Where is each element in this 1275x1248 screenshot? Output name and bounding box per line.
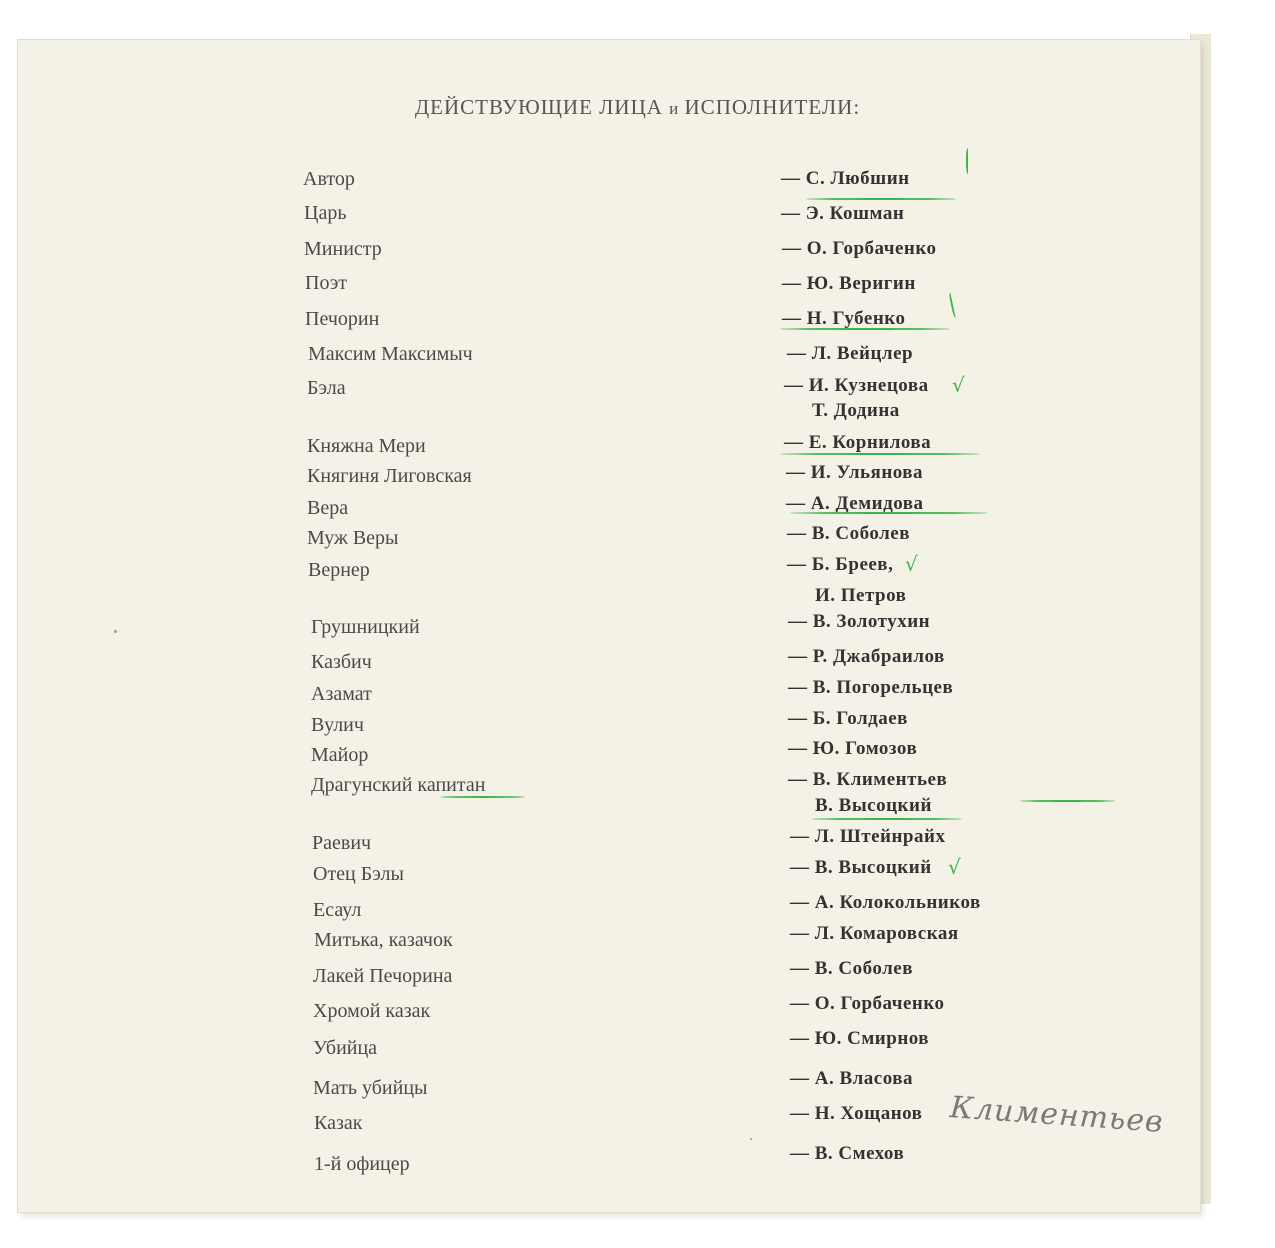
paper-speck	[114, 630, 117, 633]
cast-actor-alternate: В. Высоцкий	[815, 795, 932, 816]
green-underline	[1020, 800, 1115, 802]
cast-role: Максим Максимыч	[308, 343, 473, 365]
cast-role: Поэт	[305, 272, 348, 294]
cast-actor: — Б. Бреев,	[787, 554, 894, 575]
cast-role: Майор	[311, 744, 369, 766]
cast-role: Вулич	[311, 714, 364, 736]
cast-actor: — А. Демидова	[786, 493, 924, 514]
cast-actor: — Н. Хощанов	[790, 1103, 923, 1124]
cast-actor: — В. Соболев	[787, 523, 910, 544]
cast-actor: — В. Высоцкий	[790, 857, 932, 878]
cast-actor: — Р. Джабраилов	[788, 646, 945, 667]
cast-actor: — Л. Штейнрайх	[790, 826, 946, 847]
cast-actor: — В. Соболев	[790, 958, 913, 979]
cast-role: Муж Веры	[307, 527, 399, 549]
cast-actor: — В. Климентьев	[788, 769, 948, 790]
green-underline	[780, 328, 950, 330]
cast-actor: — О. Горбаченко	[790, 993, 945, 1014]
cast-actor: — А. Власова	[790, 1068, 914, 1089]
title-part-1: ДЕЙСТВУЮЩИЕ ЛИЦА	[414, 95, 670, 119]
green-underline	[812, 818, 962, 820]
cast-actor: — Л. Комаровская	[790, 923, 959, 944]
cast-role: Мать убийцы	[313, 1077, 428, 1099]
cast-actor: — Б. Голдаев	[788, 708, 908, 729]
cast-role: Убийца	[313, 1037, 378, 1059]
cast-role: Раевич	[312, 832, 372, 854]
cast-role: Есаул	[313, 899, 362, 921]
page-title	[0, 95, 1275, 120]
cast-role: Вернер	[308, 559, 370, 581]
cast-role: Казак	[314, 1112, 363, 1134]
paper-sheet	[18, 40, 1200, 1212]
paper-speck	[750, 1138, 752, 1140]
cast-actor: — И. Ульянова	[786, 462, 924, 483]
cast-actor: — В. Смехов	[790, 1143, 905, 1164]
cast-actor: — В. Золотухин	[788, 611, 931, 632]
cast-role: Отец Бэлы	[313, 863, 404, 885]
cast-role: Хромой казак	[313, 1000, 431, 1022]
cast-actor: — И. Кузнецова	[784, 375, 929, 396]
green-check-mark: √	[905, 552, 918, 576]
cast-role: Министр	[304, 238, 382, 260]
cast-actor: — С. Любшин	[781, 168, 910, 189]
cast-actor: — Ю. Веригин	[782, 273, 916, 294]
handwritten-note: Климентьев	[948, 1090, 1165, 1140]
cast-actor: — Н. Губенко	[782, 308, 906, 329]
cast-role: Казбич	[311, 651, 372, 673]
cast-role: Бэла	[307, 377, 346, 399]
cast-role: Печорин	[305, 308, 380, 330]
cast-role: Вера	[307, 497, 349, 519]
green-underline	[780, 453, 980, 455]
green-check-mark: √	[948, 855, 961, 879]
green-tick-mark	[966, 148, 971, 174]
cast-role: Царь	[304, 202, 347, 224]
cast-actor: — Ю. Смирнов	[790, 1028, 930, 1049]
green-check-mark: √	[952, 373, 965, 397]
cast-role: 1-й офицер	[314, 1153, 410, 1175]
cast-role: Драгунский капитан	[311, 774, 486, 796]
cast-actor: — В. Погорельцев	[788, 677, 954, 698]
cast-role: Автор	[303, 168, 355, 190]
cast-actor: — Е. Корнилова	[784, 432, 932, 453]
cast-role: Лакей Печорина	[313, 965, 453, 987]
cast-actor: — Э. Кошман	[781, 203, 905, 224]
cast-role: Княгиня Лиговская	[307, 465, 472, 487]
cast-actor-alternate: И. Петров	[815, 585, 907, 606]
cast-actor: — Л. Вейцлер	[787, 343, 914, 364]
cast-role: Грушницкий	[311, 616, 420, 638]
cast-actor-alternate: Т. Додина	[812, 400, 900, 421]
cast-role: Азамат	[311, 683, 372, 705]
cast-role: Митька, казачок	[314, 929, 453, 951]
green-underline	[806, 198, 956, 200]
cast-actor: — Ю. Гомозов	[788, 738, 918, 759]
cast-role: Княжна Мери	[307, 435, 426, 457]
cast-actor: — А. Колокольников	[790, 892, 981, 913]
green-underline	[440, 796, 525, 798]
title-part-2: ИСПОЛНИТЕЛИ:	[678, 95, 861, 119]
title-conjunction: и	[669, 99, 679, 118]
green-underline	[790, 512, 988, 514]
cast-actor: — О. Горбаченко	[782, 238, 937, 259]
